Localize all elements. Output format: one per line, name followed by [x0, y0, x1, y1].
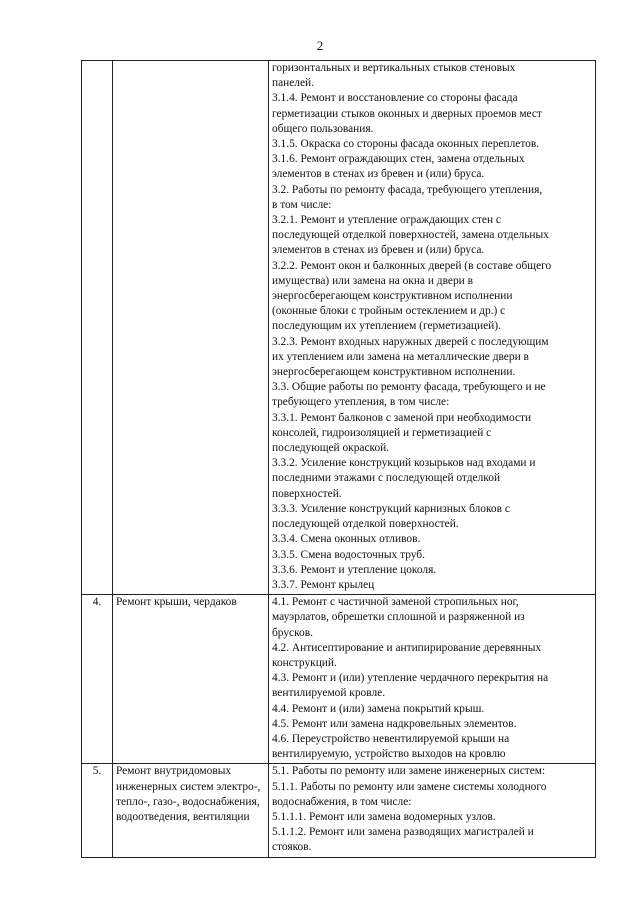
work-item-line: энергосберегающем конструктивном исполнении.	[272, 366, 516, 379]
work-item-line: 4.4. Ремонт и (или) замена покрытий крыш.	[272, 702, 485, 715]
work-items	[269, 61, 596, 595]
work-item-line: брусков.	[272, 626, 313, 639]
work-item-line: мауэрлатов, обрешетки сплошной и разряженной из	[272, 611, 525, 624]
work-item-line: 3.3.2. Усиление конструкций козырьков над входами и	[272, 457, 536, 470]
work-item-line: 4.6. Переустройство невентилируемой крыши на	[272, 732, 510, 745]
work-item-line: 3.3.5. Смена водосточных труб.	[272, 548, 425, 561]
work-item-line: последними этажами с последующей отделкой	[272, 472, 501, 485]
work-item-line: энергосберегающем конструктивном исполнении	[272, 290, 513, 303]
work-item-line: 3.3. Общие работы по ремонту фасада, требующего и не	[272, 381, 546, 394]
table-row	[82, 61, 596, 595]
work-item-line: 5.1. Работы по ремонту или замене инженерных систем:	[272, 765, 546, 778]
work-item-line: 3.2.3. Ремонт входных наружных дверей с последующим	[272, 335, 549, 348]
work-item-line: 3.1.5. Окраска со стороны фасада оконных переплетов.	[272, 138, 540, 151]
work-item-line: последующим их утеплением (герметизацией).	[272, 320, 501, 333]
work-item-line: в том числе:	[272, 198, 332, 211]
page-number: 2	[316, 38, 324, 53]
work-type-name: Ремонт внутридомовых инженерных систем электро-, тепло-, газо-, водоснабжения, водоотведения, вентиляции	[113, 764, 269, 857]
row-number	[82, 61, 113, 595]
work-item-line: последующей отделкой поверхностей.	[272, 518, 459, 531]
work-item-line: 3.3.7. Ремонт крылец	[272, 578, 375, 591]
work-item-line: 3.2.1. Ремонт и утепление ограждающих стен с	[272, 214, 501, 227]
work-item-line: стояков.	[272, 841, 312, 854]
works-table	[81, 60, 596, 858]
work-item-line: 3.2. Работы по ремонту фасада, требующего утепления,	[272, 183, 543, 196]
work-item-line: вентилируемую, устройство выходов на кровлю	[272, 748, 506, 761]
work-item-line: их утеплением или замена на металлические двери в	[272, 350, 529, 363]
work-item-line: вентилируемой кровле.	[272, 687, 386, 700]
work-item-line: 3.2.2. Ремонт окон и балконных дверей (в составе общего	[272, 259, 552, 272]
work-item-line: 5.1.1. Работы по ремонту или замене системы холодного	[272, 780, 547, 793]
row-number: 5.	[82, 764, 113, 857]
work-item-line: (оконные блоки с тройным остеклением и др.) с	[272, 305, 506, 318]
work-item-line: водоснабжения, в том числе:	[272, 795, 412, 808]
work-item-line: 3.3.3. Усиление конструкций карнизных блоков с	[272, 502, 510, 515]
work-item-line: 4.5. Ремонт или замена надкровельных элементов.	[272, 717, 517, 730]
work-item-line: конструкций.	[272, 656, 337, 669]
work-item-line: элементов в стенах из бревен и (или) бруса.	[272, 168, 485, 181]
work-type-name	[113, 61, 269, 595]
work-item-line: 4.2. Антисептирование и антипирирование деревянных	[272, 641, 542, 654]
work-item-line: 3.1.6. Ремонт ограждающих стен, замена отдельных	[272, 153, 525, 166]
work-item-line: общего пользования.	[272, 122, 374, 135]
work-item-line: панелей.	[272, 77, 314, 90]
work-item-line: 3.3.1. Ремонт балконов с заменой при необходимости	[272, 411, 532, 424]
work-items	[269, 595, 596, 764]
table-row	[82, 595, 596, 764]
work-item-line: имущества) или замена на окна и двери в	[272, 274, 473, 287]
work-item-line: консолей, гидроизоляцией и герметизацией с	[272, 426, 492, 439]
work-item-line: 4.3. Ремонт и (или) утепление чердачного перекрытия на	[272, 672, 549, 685]
row-number: 4.	[82, 595, 113, 764]
work-item-line: 4.1. Ремонт с частичной заменой стропильных ног,	[272, 596, 519, 609]
work-item-line: требующего утепления, в том числе:	[272, 396, 450, 409]
work-item-line: 5.1.1.2. Ремонт или замена разводящих магистралей и	[272, 826, 534, 839]
work-item-line: герметизации стыков оконных и дверных проемов мест	[272, 107, 542, 120]
work-item-line: 3.3.6. Ремонт и утепление цоколя.	[272, 563, 437, 576]
work-item-line: элементов в стенах из бревен и (или) бруса.	[272, 244, 485, 257]
work-item-line: горизонтальных и вертикальных стыков стеновых	[272, 62, 516, 74]
work-type-name: Ремонт крыши, чердаков	[113, 595, 269, 764]
work-item-line: 5.1.1.1. Ремонт или замена водомерных узлов.	[272, 810, 496, 823]
work-items	[269, 764, 596, 857]
work-item-line: 3.3.4. Смена оконных отливов.	[272, 533, 421, 546]
table-row	[82, 764, 596, 857]
work-item-line: поверхностей.	[272, 487, 342, 500]
work-item-line: последующей окраской.	[272, 442, 390, 455]
work-item-line: последующей отделкой поверхностей, замена отдельных	[272, 229, 549, 242]
work-item-line: 3.1.4. Ремонт и восстановление со стороны фасада	[272, 92, 518, 105]
